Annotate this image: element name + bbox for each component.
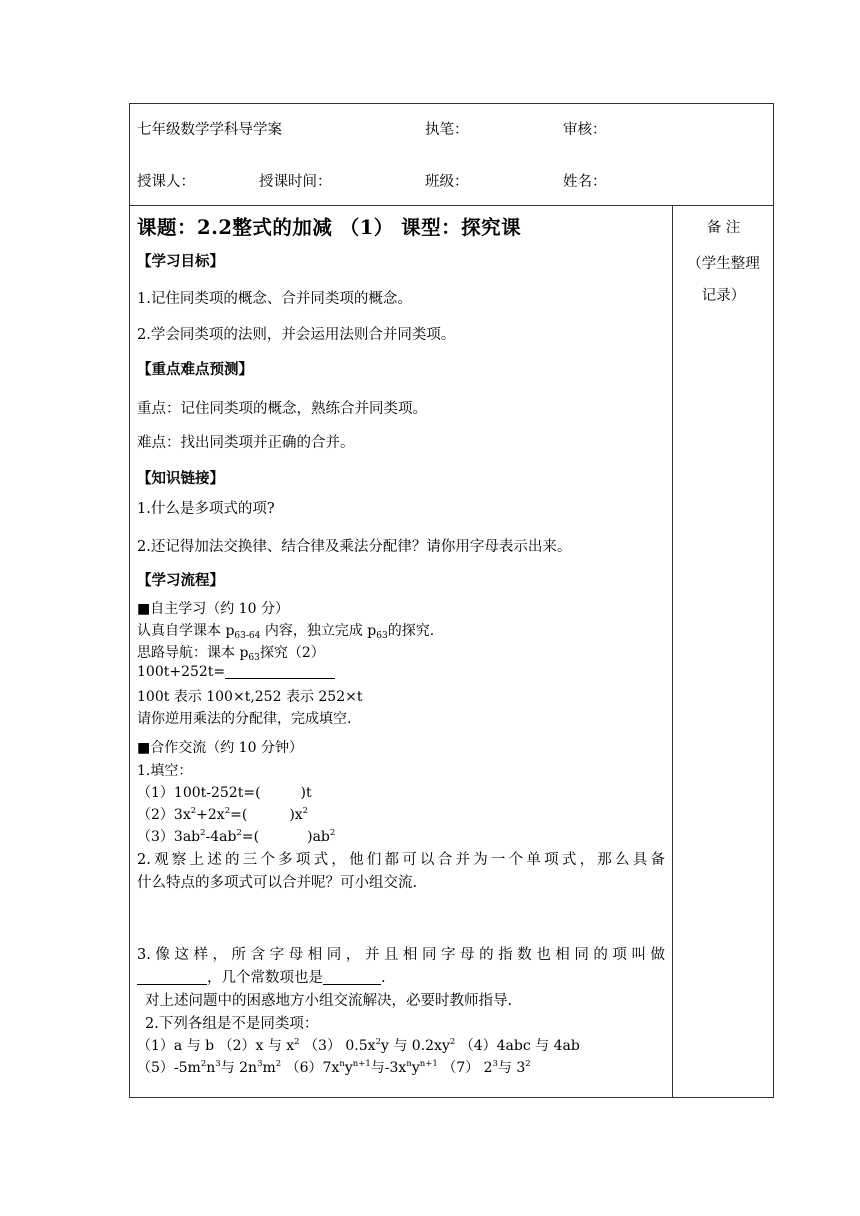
section-knowledge-link: 【知识链接】 (137, 470, 224, 487)
definition-blank-1[interactable] (137, 970, 207, 985)
goal-1: 1.记住同类项的概念、合并同类项的概念。 (137, 291, 412, 307)
self-study-title: ■自主学习（约 10 分） (137, 601, 289, 617)
notes-hint-2: 记录） (701, 288, 746, 304)
cooperation-title: ■合作交流（约 10 分钟） (137, 740, 303, 756)
question-line-1: （1）a 与 b （2）x 与 $x^2$ （3） $0.5x^2y$ 与 $0.2xy^2$ （4）4abc 与 4ab (137, 1037, 580, 1054)
section-learning-flow: 【学习流程】 (137, 572, 224, 589)
goal-2: 2.学会同类项的法则，并会运用法则合并同类项。 (137, 327, 456, 343)
lesson-title: 课题：2.2整式的加减 （1） 课型：探究课 (137, 216, 522, 239)
name-label: 姓名： (563, 174, 607, 190)
column-divider (672, 206, 673, 1098)
section-key-points: 【重点难点预测】 (137, 361, 253, 378)
notes-label: 备 注 (706, 220, 741, 236)
key-point-2: 难点：找出同类项并正确的合并。 (137, 435, 355, 451)
help-note: 对上述问题中的困惑地方小组交流解决，必要时教师指导. (145, 993, 513, 1009)
fill-title: 1.填空： (137, 763, 193, 779)
self-study-line-1: 认真自学课本 $p_{63-64}$ 内容，独立完成 $p_{63}$的探究. (137, 623, 435, 641)
link-question-1: 1.什么是多项式的项? (137, 501, 275, 517)
self-study-line-2: 思路导航：课本 $p_{63}$探究（2） (137, 645, 325, 663)
author-label: 执笔： (425, 122, 469, 138)
question-title: 2.下列各组是不是同类项： (145, 1016, 319, 1032)
class-label: 班级： (425, 174, 469, 190)
fill-item-1: （1）100t-252t=( )t (137, 785, 312, 801)
definition-line-1: 3.像这样，所含字母相同，并且相同字母的指数也相同的项叫做 (137, 947, 665, 963)
link-question-2: 2.还记得加法交换律、结合律及乘法分配律？请你用字母表示出来。 (137, 539, 572, 555)
fill-item-3: $(3)3ab^2-4ab^2=$( )$ab^2$ (137, 828, 336, 845)
observe-line-2: 什么特点的多项式可以合并呢？可小组交流. (137, 875, 418, 891)
time-label: 授课时间： (259, 174, 332, 190)
fill-item-2: $(2)3x^2+2x^2=$( )$x^2$ (137, 806, 309, 823)
notes-hint-1: （学生整理 (687, 256, 760, 272)
self-study-line-3: 100t+252t= (137, 664, 335, 680)
section-goals: 【学习目标】 (137, 253, 224, 270)
self-study-line-5: 请你逆用乘法的分配律，完成填空. (137, 711, 352, 727)
question-line-2: $(5)-5m^2n^3$与 $2n^3m^2$ $(6)7x^ny^{n+1}$与$-3x^ny^{n+1}$ （7） $2^3$与 $3^2$ (137, 1059, 531, 1076)
self-study-line-4: 100t 表示 100×t,252 表示 252×t (137, 689, 363, 705)
definition-line-2: ，几个常数项也是 . (137, 966, 386, 987)
definition-blank-2[interactable] (323, 970, 381, 985)
course-name: 七年级数学学科导学案 (137, 122, 282, 138)
reviewer-label: 审核： (563, 122, 607, 138)
key-point-1: 重点：记住同类项的概念，熟练合并同类项。 (137, 401, 427, 417)
answer-blank[interactable] (225, 664, 335, 679)
observe-line-1: 2.观察上述的三个多项式，他们都可以合并为一个单项式，那么具备 (137, 852, 665, 868)
teacher-label: 授课人： (137, 174, 195, 190)
